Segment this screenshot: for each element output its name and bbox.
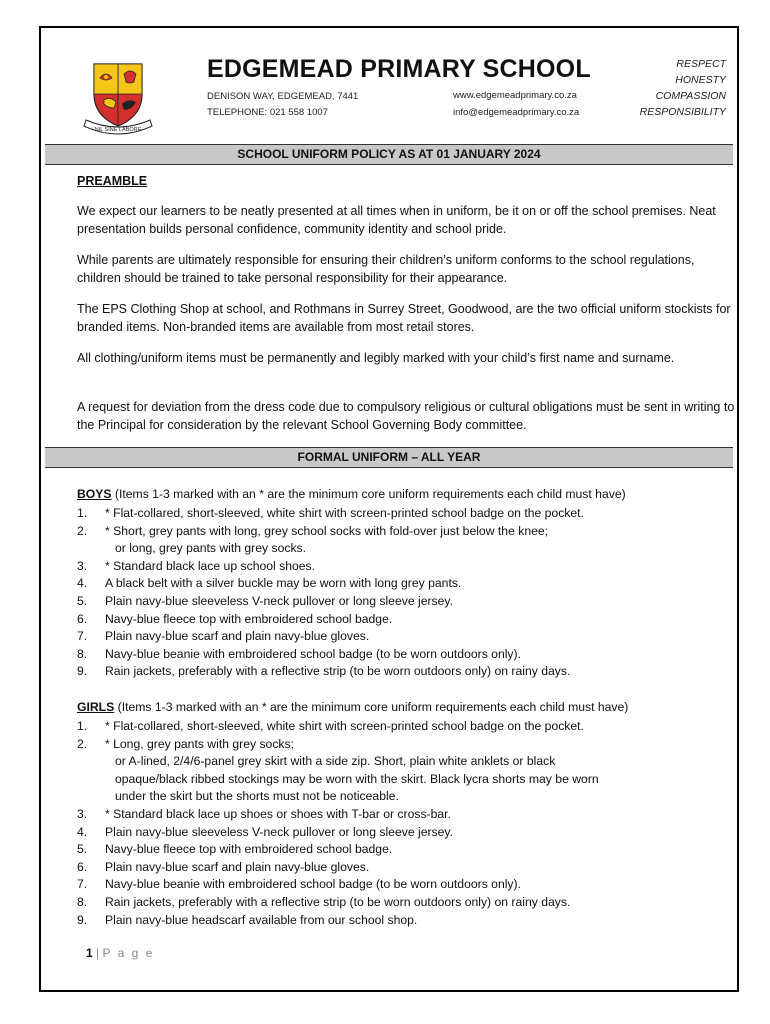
preamble-paragraph: We expect our learners to be neatly presented at all times when in uniform, be it on or off the school premises. Neat presentation builds personal confidence, community identity and school pride. [77, 204, 716, 236]
list-item-text: * Flat-collared, short-sleeved, white shirt with screen-printed school badge on the pocket. [105, 506, 584, 520]
school-name: EDGEMEAD PRIMARY SCHOOL [207, 55, 591, 83]
list-item-text: Plain navy-blue scarf and plain navy-blue gloves. [105, 859, 370, 874]
list-item-text: * Flat-collared, short-sleeved, white shirt with screen-printed school badge on the pocket. [105, 719, 584, 733]
list-item-number: 8. [77, 894, 88, 909]
list-item-number: 5. [77, 593, 88, 608]
list-item-text: A black belt with a silver buckle may be worn with long grey pants. [105, 576, 462, 591]
list-item [77, 593, 737, 611]
value-item: COMPASSION [655, 90, 726, 102]
value-item: RESPONSIBILITY [639, 106, 726, 118]
list-item [77, 611, 737, 629]
girls-list [77, 718, 737, 929]
girls-label: GIRLS [77, 700, 115, 714]
list-item-text: * Long, grey pants with grey socks; [105, 736, 295, 751]
list-item-number: 6. [77, 859, 88, 874]
value-item: HONESTY [675, 74, 726, 86]
preamble-paragraph: A request for deviation from the dress code due to compulsory religious or cultural obligations must be sent in writing to the Principal for consideration by the relevant School Governing Body committee. [77, 400, 735, 432]
footer-separator: | [96, 946, 100, 960]
preamble-paragraph: While parents are ultimately responsible for ensuring their children’s uniform conforms to the school regulations, children should be trained to take personal responsibility for their appearance. [77, 253, 695, 285]
girls-heading [77, 700, 628, 714]
preamble-heading: PREAMBLE [77, 174, 148, 188]
school-values [640, 56, 726, 120]
list-item [77, 628, 737, 646]
school-website-link[interactable]: www.edgemeadprimary.co.za [453, 90, 577, 101]
list-item [77, 575, 737, 593]
list-item-continuation: opaque/black ribbed stockings may be worn with the skirt. Black lycra shorts may be worn [115, 771, 599, 786]
list-item [77, 894, 737, 912]
school-address: DENISON WAY, EDGEMEAD, 7441 [207, 91, 359, 102]
boys-note: (Items 1-3 marked with an * are the minimum core uniform requirements each child must have) [111, 487, 626, 501]
list-item [77, 663, 737, 681]
list-item-number: 2. [77, 523, 88, 538]
list-item-number: 6. [77, 611, 88, 626]
page-label: P a g e [102, 946, 155, 960]
preamble-paragraph: The EPS Clothing Shop at school, and Rothmans in Surrey Street, Goodwood, are the two official uniform stockists for branded items. Non-branded items are available from most retail stores. [77, 302, 731, 334]
list-item-text: Plain navy-blue scarf and plain navy-blue gloves. [105, 629, 370, 644]
crest-motto: NIL SINE LABORE [94, 127, 142, 133]
list-item-continuation: or long, grey pants with grey socks. [115, 541, 307, 556]
list-item-number: 3. [77, 558, 88, 573]
list-item-number: 3. [77, 806, 88, 821]
list-item-number: 9. [77, 912, 88, 927]
list-item-text: Rain jackets, preferably with a reflective strip (to be worn outdoors only) on rainy days. [105, 664, 571, 679]
list-item [77, 646, 737, 664]
list-item-number: 9. [77, 664, 88, 679]
list-item-text: * Standard black lace up school shoes. [105, 558, 316, 573]
list-item-continuation: or A-lined, 2/4/6-panel grey skirt with a side zip. Short, plain white anklets or black [115, 754, 556, 769]
list-item-number: 1. [77, 506, 88, 520]
list-item-text: Rain jackets, preferably with a reflective strip (to be worn outdoors only) on rainy days. [105, 894, 571, 909]
list-item-number: 4. [77, 576, 88, 591]
list-item [77, 806, 737, 824]
list-item [77, 841, 737, 859]
boys-heading [77, 487, 626, 501]
list-item [77, 859, 737, 877]
list-item [77, 912, 737, 930]
list-item-number: 7. [77, 877, 88, 892]
list-item-text: Navy-blue fleece top with embroidered school badge. [105, 611, 393, 626]
list-item-text: Plain navy-blue sleeveless V-neck pullover or long sleeve jersey. [105, 824, 453, 839]
list-item-number: 7. [77, 629, 88, 644]
policy-title-bar: SCHOOL UNIFORM POLICY AS AT 01 JANUARY 2024 [45, 144, 733, 165]
preamble-paragraph: All clothing/uniform items must be permanently and legibly marked with your child’s first name and surname. [77, 351, 675, 365]
girls-note: (Items 1-3 marked with an * are the minimum core uniform requirements each child must have) [114, 700, 629, 714]
list-item [77, 505, 737, 523]
list-item [77, 876, 737, 894]
list-item-text: Plain navy-blue sleeveless V-neck pullover or long sleeve jersey. [105, 593, 453, 608]
list-item-text: Navy-blue beanie with embroidered school badge (to be worn outdoors only). [105, 877, 521, 892]
list-item-number: 4. [77, 824, 88, 839]
page-footer [86, 946, 154, 960]
list-item-continuation: under the skirt but the shorts must not be noticeable. [115, 789, 399, 804]
school-email-link[interactable]: info@edgemeadprimary.co.za [453, 107, 580, 118]
school-crest-icon [80, 60, 156, 138]
list-item-number: 5. [77, 842, 88, 857]
list-item-text: Navy-blue beanie with embroidered school badge (to be worn outdoors only). [105, 646, 521, 661]
list-item [77, 558, 737, 576]
list-item [77, 736, 737, 806]
list-item [77, 718, 737, 736]
list-item-number: 2. [77, 736, 88, 751]
formal-uniform-bar: FORMAL UNIFORM – ALL YEAR [45, 447, 733, 468]
boys-label: BOYS [77, 487, 112, 501]
list-item [77, 824, 737, 842]
boys-list [77, 505, 737, 681]
list-item-text: * Standard black lace up shoes or shoes with T-bar or cross-bar. [105, 806, 451, 821]
list-item-number: 8. [77, 646, 88, 661]
list-item-number: 1. [77, 719, 88, 733]
list-item [77, 523, 737, 558]
value-item: RESPECT [676, 58, 726, 70]
list-item-text: Navy-blue fleece top with embroidered school badge. [105, 842, 393, 857]
list-item-text: * Short, grey pants with long, grey school socks with fold-over just below the knee; [105, 523, 549, 538]
school-telephone: TELEPHONE: 021 558 1007 [207, 107, 328, 118]
list-item-text: Plain navy-blue headscarf available from our school shop. [105, 912, 418, 927]
page-number: 1 [86, 946, 93, 960]
